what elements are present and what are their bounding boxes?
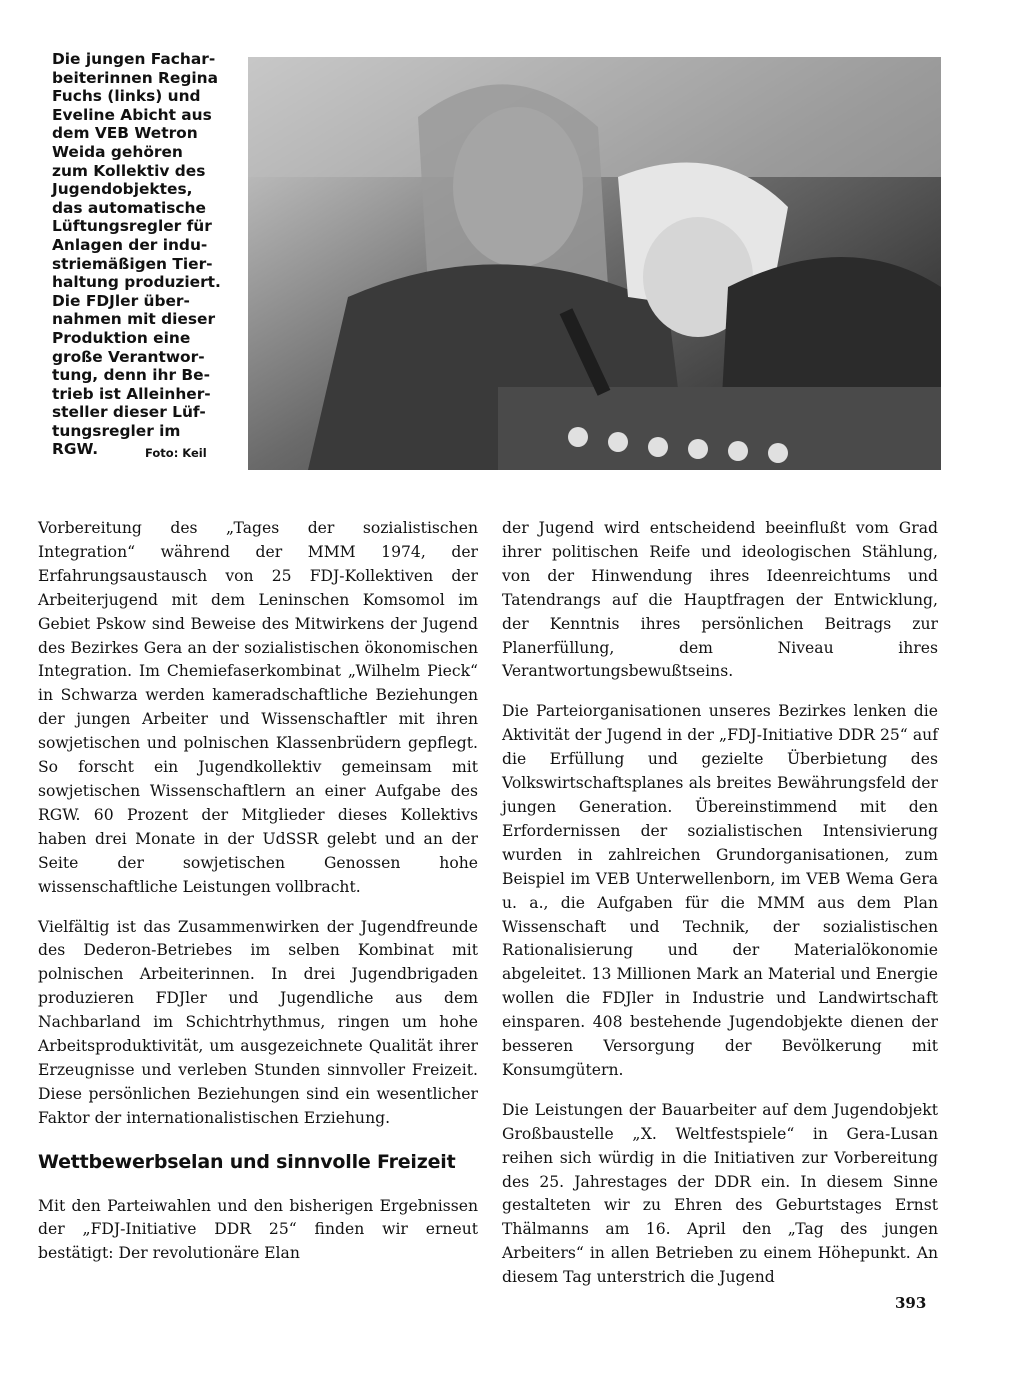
paragraph: der Jugend wird entscheidend beeinflußt vom Grad ihrer politischen Reife und ideologischen Stählung, von der Hinwendung ihres Ideenreichtums und Tatendrangs auf die Hauptfragen der Entwicklung, der Kenntnis ihres persönlichen Beitrags zur Planerfüllung, dem Niveau ihres Verantwortungsbewußtseins. bbox=[502, 519, 938, 681]
section-heading: Wettbewerbselan und sinnvolle Freizeit bbox=[38, 1150, 456, 1173]
photo-caption: Die jungen Fachar- beiterinnen Regina Fuchs (links) und Eveline Abicht aus dem VEB Wetron Weida gehören zum Kollektiv des Jugendobjektes, das automatische Lüftungsregler für Anlagen der indu- striemäßigen Tier- haltung produziert. Die FDJler über- nahmen mit dieser Produktion eine große Verantwor- tung, denn ihr Be- trieb ist Alleinher- steller dieser Lüf- tungsregler im RGW. bbox=[52, 50, 221, 459]
page-number: 393 bbox=[895, 1294, 927, 1312]
photo-credit: Foto: Keil bbox=[145, 446, 207, 460]
paragraph: Die Parteiorganisationen unseres Bezirkes lenken die Aktivität der Jugend in der „FDJ-Initiative DDR 25“ auf die Erfüllung und gezielte Überbietung des Volkswirtschaftsplanes als breites Bewährungsfeld der jungen Generation. Übereinstimmend mit den Erfordernissen der sozialistischen Intensivierung wurden in zahlreichen Grundorganisationen, zum Beispiel im VEB Unterwellenborn, im VEB Wema Gera u. a., die Aufgaben für die MMM aus dem Plan Wissenschaft und Technik, der sozialistischen Rationalisierung und der Materialökonomie abgeleitet. 13 Millionen Mark an Material und Energie wollen die FDJler in Industrie und Landwirtschaft einsparen. 408 bestehende Jugendobjekte dienen der besseren Versorgung der Bevölkerung mit Konsumgütern. bbox=[502, 702, 938, 1079]
left-column bbox=[38, 517, 478, 1282]
paragraph: Vorbereitung des „Tages der sozialistischen Integration“ während der MMM 1974, der Erfahrungsaustausch von 25 FDJ-Kollektiven der Arbeiterjugend mit dem Leninschen Komsomol im Gebiet Pskow sind Beweise des Mitwirkens der Jugend des Bezirkes Gera an der sozialistischen ökonomischen Integration. Im Chemiefaserkombinat „Wilhelm Pieck“ in Schwarza werden kameradschaftliche Beziehungen der jungen Arbeiter und Wissenschaftler mit ihren sowjetischen und polnischen Klassenbrüdern gepflegt. So forscht ein Jugendkollektiv gemeinsam mit sowjetischen Wissenschaftlern an einer Aufgabe des RGW. 60 Prozent der Mitglieder dieses Kollektivs haben drei Monate in der UdSSR gelebt und an der Seite der sowjetischen Genossen hohe wissenschaftliche Leistungen vollbracht. bbox=[38, 519, 478, 896]
paragraph: Vielfältig ist das Zusammenwirken der Jugendfreunde des Dederon-Betriebes im selben Kombinat mit polnischen Arbeiterinnen. In drei Jugendbrigaden produzieren FDJler und Jugendliche aus dem Nachbarland im Schichtrhythmus, ringen um hohe Arbeitsproduktivität, um ausgezeichnete Qualität ihrer Erzeugnisse und verleben Stunden sinnvoller Freizeit. Diese persönlichen Beziehungen sind ein wesentlicher Faktor der internationalistischen Erziehung. bbox=[38, 917, 478, 1127]
photo-two-women-workers bbox=[248, 57, 941, 470]
paragraph: Mit den Parteiwahlen und den bisherigen Ergebnissen der „FDJ-Initiative DDR 25“ finden wir erneut bestätigt: Der revolutionäre Elan bbox=[38, 1196, 478, 1263]
paragraph: Die Leistungen der Bauarbeiter auf dem Jugendobjekt Großbaustelle „X. Weltfestspiele“ in Gera-Lusan reihen sich würdig in die Initiativen zur Vorbereitung des 25. Jahrestages der DDR ein. In diesem Sinne gestalteten wir zu Ehren des Geburtstages Ernst Thälmanns am 16. April den „Tag des jungen Arbeiters“ in allen Betrieben zu einem Höhepunkt. An diesem Tag unterstrich die Jugend bbox=[502, 1100, 938, 1287]
right-column bbox=[502, 517, 938, 1306]
